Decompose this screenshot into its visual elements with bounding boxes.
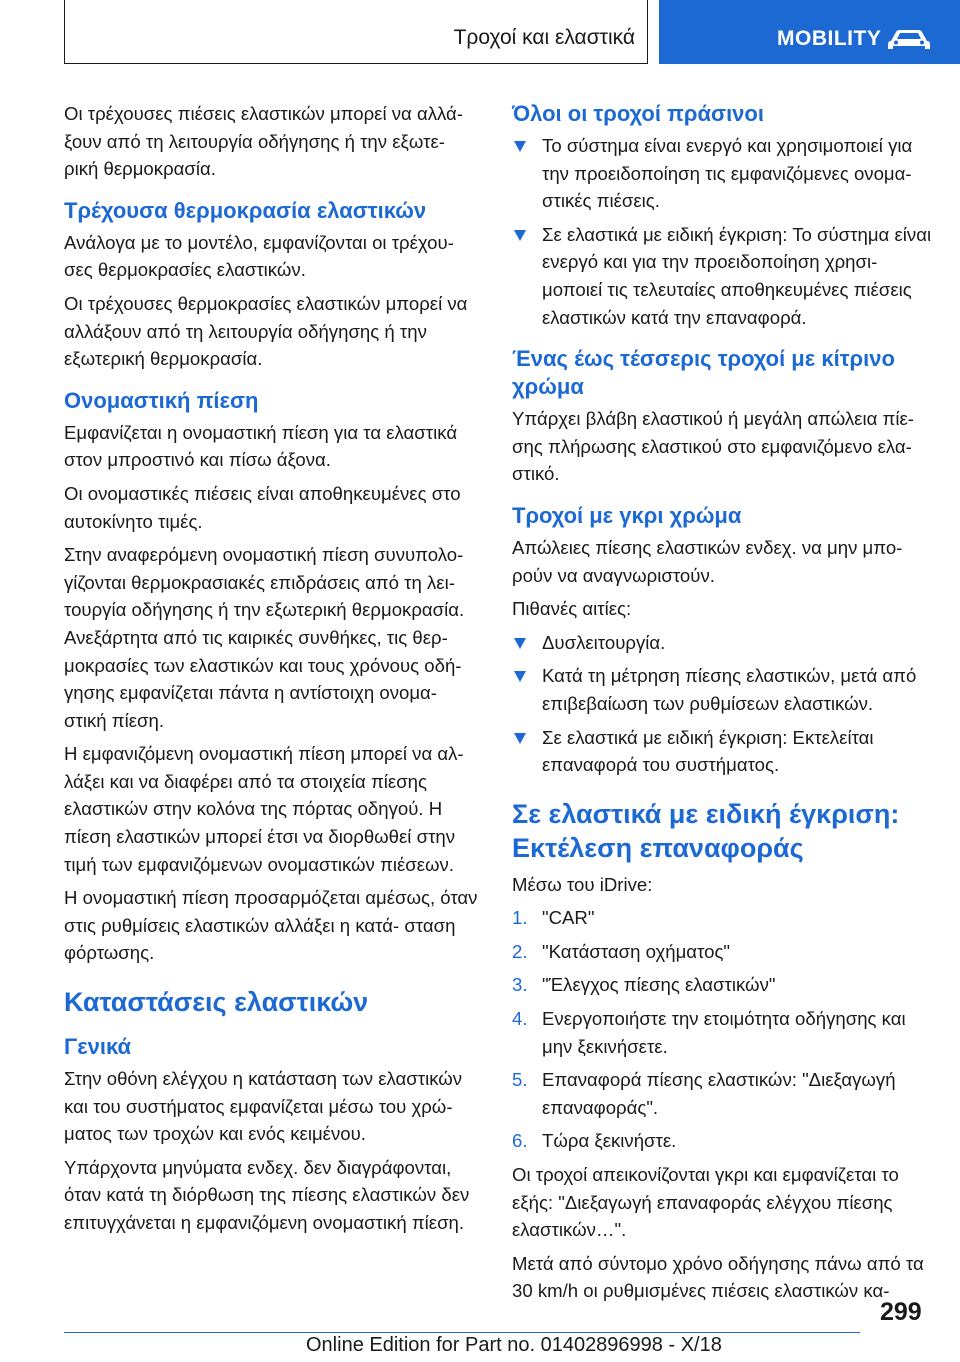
step-item: 6. Τώρα ξεκινήστε. — [512, 1130, 677, 1152]
paragraph: Υπάρχοντα μηνύματα ενδεχ. δεν διαγράφονται, όταν κατά τη διόρθωση της πίεσης ελαστικών δεν επιτυγχάνεται η εμφανιζόμενη ονομαστική πίεση. — [64, 1156, 470, 1233]
paragraph: Στην οθόνη ελέγχου η κατάσταση των ελαστικών και του συστήματος εμφανίζεται μέσω του χρώ‐ ματος των τροχών και ενός κειμένου. — [64, 1068, 463, 1145]
list-item: Κατά τη μέτρηση πίεσης ελαστικών, μετά από επιβεβαίωση των ρυθμίσεων ελαστικών. — [512, 662, 932, 717]
step-item: 1. "CAR" — [512, 907, 595, 929]
list-item: Το σύστημα είναι ενεργό και χρησιμοποιεί για την προειδοποίηση τις εμφανιζόμενες ονομα‐ στικές πιέσεις. — [512, 132, 932, 215]
list-item: Σε ελαστικά με ειδική έγκριση: Εκτελείται επαναφορά του συστήματος. — [512, 724, 932, 779]
step-item: 2. "Κατάσταση οχήματος" — [512, 940, 731, 962]
paragraph: Πιθανές αιτίες: — [512, 598, 632, 620]
step-item: 5. Επαναφορά πίεσης ελαστικών: "Διεξαγωγή επαναφοράς". — [512, 1069, 896, 1118]
bullet-list — [512, 629, 932, 779]
paragraph: Στην αναφερόμενη ονομαστική πίεση συνυπολο‐ γίζονται θερμοκρασιακές επιδράσεις από τη λει‐ τουργία οδήγησης ή την εξωτερική θερμοκρασία. Ανεξάρτητα από τις καιρικές συνθήκες, τις θερ‐ μοκρασίες των ελαστικών και τους χρόνους οδή‐ γησης εμφανίζεται πάντα η αντίστοιχη ονομα‐ στική πίεση. — [64, 544, 465, 731]
triangle-bullet-icon — [514, 141, 526, 152]
paragraph: Υπάρχει βλάβη ελαστικού ή μεγάλη απώλεια πίε‐ σης πλήρωσης ελαστικού στο εμφανιζόμενο ελα‐ στικό. — [512, 408, 914, 485]
heading-yellow-wheels: Ένας έως τέσσερις τροχοί με κίτρινο χρώμα — [512, 346, 895, 400]
step-item: 3. "Έλεγχος πίεσης ελαστικών" — [512, 974, 776, 996]
chapter-header — [64, 0, 648, 64]
heading-all-green: Όλοι οι τροχοί πράσινοι — [512, 101, 764, 126]
step-item: 4. Ενεργοποιήστε την ετοιμότητα οδήγησης και μην ξεκινήσετε. — [512, 1008, 906, 1057]
edition-footer: Online Edition for Part no. 01402896998 - X/18 — [306, 1334, 722, 1356]
list-item: Σε ελαστικά με ειδική έγκριση: Το σύστημα είναι ενεργό και για την προειδοποίηση χρησι‐ μοποιεί τις τελευταίες αποθηκευμένες πιέσεις ελαστικών κατά την επαναφορά. — [512, 221, 932, 331]
heading-general: Γενικά — [64, 1034, 132, 1060]
left-column — [64, 100, 478, 1243]
triangle-bullet-icon — [514, 671, 526, 682]
paragraph: Οι ονομαστικές πιέσεις είναι αποθηκευμένες στο αυτοκίνητο τιμές. — [64, 482, 461, 532]
triangle-bullet-icon — [514, 638, 526, 649]
steps-list — [512, 904, 932, 1155]
paragraph: Ανάλογα με το μοντέλο, εμφανίζονται οι τρέχου‐ σες θερμοκρασίες ελαστικών. — [64, 231, 454, 281]
page-number: 299 — [880, 1298, 922, 1326]
triangle-bullet-icon — [514, 230, 526, 241]
list-item: Δυσλειτουργία. — [512, 629, 932, 657]
chapter-title: Τροχοί και ελαστικά — [453, 26, 635, 49]
triangle-bullet-icon — [514, 733, 526, 744]
car-icon — [885, 27, 933, 51]
intro-paragraph: Οι τρέχουσες πιέσεις ελαστικών μπορεί να αλλά‐ ξουν από τη λειτουργία οδήγησης ή την εξωτε‐ ρική θερμοκρασία. — [64, 103, 463, 180]
paragraph: Μετά από σύντομο χρόνο οδήγησης πάνω από τα 30 km/h οι ρυθμισμένες πιέσεις ελαστικών κα‐ — [512, 1252, 924, 1302]
heading-nominal-pressure: Ονομαστική πίεση — [64, 387, 259, 413]
paragraph: Μέσω του iDrive: — [512, 873, 653, 895]
heading-reset: Σε ελαστικά με ειδική έγκριση: Εκτέλεση επαναφοράς — [512, 798, 900, 863]
footer-divider — [64, 1332, 860, 1333]
paragraph: Η εμφανιζόμενη ονομαστική πίεση μπορεί να αλ‐ λάξει και να διαφέρει από τα στοιχεία πίεσης ελαστικών στην κολόνα της πόρτας οδηγού. Η πίεση ελαστικών μπορεί έτσι να διορθωθεί στην τιμή των εμφανιζόμενων ονομαστικών πιέσεων. — [64, 743, 464, 875]
paragraph: Η ονομαστική πίεση προσαρμόζεται αμέσως, όταν στις ρυθμίσεις ελαστικών αλλάξει η κατά‐ σταση φόρτωσης. — [64, 887, 478, 964]
section-tab-label: MOBILITY — [777, 27, 882, 50]
heading-tire-states: Καταστάσεις ελαστικών — [64, 987, 369, 1018]
paragraph: Απώλειες πίεσης ελαστικών ενδεχ. να μην μπο‐ ρούν να αναγνωριστούν. — [512, 536, 903, 586]
section-tab — [659, 0, 960, 64]
paragraph: Οι τροχοί απεικονίζονται γκρι και εμφανίζεται το εξής: "Διεξαγωγή επαναφοράς ελέγχου πίεσης ελαστικών…". — [512, 1164, 899, 1241]
paragraph: Οι τρέχουσες θερμοκρασίες ελαστικών μπορεί να αλλάξουν από τη λειτουργία οδήγησης ή την εξωτερική θερμοκρασία. — [64, 292, 468, 370]
right-column — [512, 100, 932, 1311]
heading-current-temperature: Τρέχουσα θερμοκρασία ελαστικών — [64, 197, 427, 223]
paragraph: Εμφανίζεται η ονομαστική πίεση για τα ελαστικά στον μπροστινό και πίσω άξονα. — [64, 421, 458, 471]
heading-gray-wheels: Τροχοί με γκρι χρώμα — [512, 502, 742, 528]
bullet-list — [512, 132, 932, 331]
